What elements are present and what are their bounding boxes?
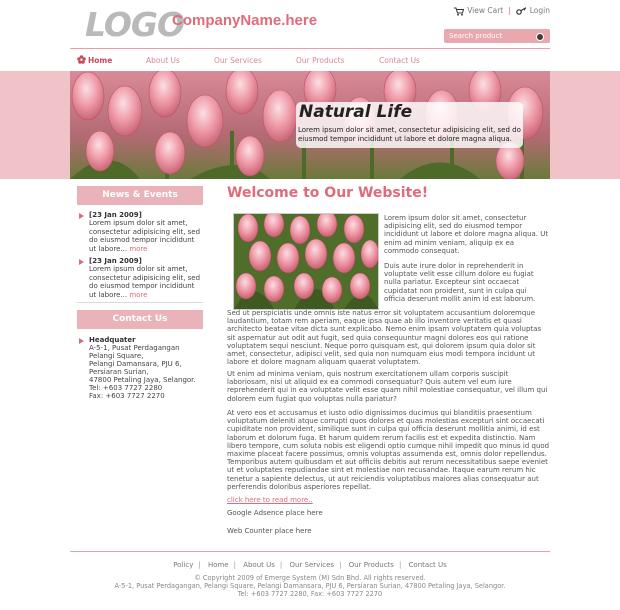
footer-link-about-us[interactable]: About Us [243, 561, 275, 569]
contact-line: 47800 Petaling Jaya, Selangor. [89, 376, 196, 384]
banner-title: Natural Life [299, 102, 413, 122]
footer-copyright: © Copyright 2009 of Emerge System (M) Sdn Bhd. All rights reserved. [194, 574, 426, 582]
contact-line: Pelangi Damansara, PJU 6, [89, 360, 182, 368]
top-links [454, 6, 550, 16]
read-more-link[interactable]: click here to read more.. [227, 496, 313, 504]
nav-home[interactable]: Home [88, 56, 113, 65]
read-more-line [227, 496, 313, 504]
view-cart-link[interactable]: View Cart [467, 6, 504, 16]
paragraph-3: Sed ut perspiciatis unde omnis iste natus error sit voluptatem accusantium doloremque laudantium, totam rem aperiam, eaque ipsa quae ab illo inventore veritatis et quasi architecto beatae vitae dicta sunt explicabo. Nemo enim ipsam voluptatem quia voluptas sit aspernatur aut odit aut fugit, sed quia consequuntur magni dolores eos qui ratione voluptatem sequi nesciunt. Neque porro quisquam est, qui dolorem ipsum quia dolor sit amet, consectetur, adipisci velit, sed quia non numquam eius modi tempora incidunt ut labore et dolore magnam aliquam quaerat voluptatem. [227, 309, 542, 367]
news-heading: News & Events [77, 186, 203, 205]
news-text [89, 265, 203, 299]
arrow-icon [79, 259, 84, 265]
news-text-body: Lorem ipsum dolor sit amet, consectetur adipisicing elit, sed do eiusmod tempor incididunt ut labore... [89, 219, 201, 253]
footer-phone: Tel: +603 7727 2280, Fax: +603 7727 2270 [237, 590, 383, 598]
banner-text: Lorem ipsum dolor sit amet, consectetur adipisicing elit, sed do eiusmod tempor incididunt ut labore et dolore magna aliqua. [298, 126, 521, 143]
footer-address: A-5-1, Pusat Perdagangan, Pelangi Square, Pelangi Damansara, PJU 6, Persiaran Surian, 47800 Petaling Jaya, Selangor. [114, 582, 506, 590]
contact-block [77, 336, 229, 400]
footer-link-home[interactable]: Home [207, 561, 229, 569]
contact-title: Headquater [89, 336, 136, 344]
intro-paragraph: Lorem ipsum dolor sit amet, consectetur adipisicing elit, sed do eiusmod tempor incididunt ut labore et dolore magna aliqua. Ut enim ad minim veniam, aliquip ex ea commodo consequat. [384, 214, 549, 255]
footer-sep: | [339, 561, 342, 569]
contact-heading: Contact Us [77, 310, 203, 329]
key-icon[interactable] [516, 6, 527, 15]
sidebar-divider [77, 302, 203, 303]
flower-icon [77, 55, 86, 66]
search-input[interactable] [447, 30, 537, 41]
footer-link-our-products[interactable]: Our Products [348, 561, 394, 569]
arrow-icon [79, 338, 84, 344]
footer-link-contact-us[interactable]: Contact Us [408, 561, 447, 569]
cart-icon[interactable] [454, 6, 464, 16]
nav-contact-us[interactable]: Contact Us [379, 56, 420, 65]
top-links-divider: | [508, 6, 511, 16]
main-nav [70, 52, 550, 68]
contact-tel: Tel: +603 7727 2280 [89, 384, 163, 392]
nav-our-services[interactable]: Our Services [214, 56, 262, 65]
news-text-body: Lorem ipsum dolor sit amet, consectetur adipisicing elit, sed do eiusmod tempor incididunt ut labore... [89, 265, 201, 299]
news-more-link[interactable]: more [129, 244, 148, 253]
footer-sep: | [233, 561, 236, 569]
paragraph-5: At vero eos et accusamus et iusto odio dignissimos ducimus qui blanditiis praesentium voluptatum deleniti atque corrupti quos dolores et quas molestias excepturi sint occaecati cupiditate non provident, similique sunt in culpa qui officia deserunt mollitia animi, id est laborum et dolorum fuga. Et harum quidem rerum facilis est et expedita distinctio. Nam libero tempore, cum soluta nobis est eligendi optio cumque nihil impedit quo minus id quod maxime placeat facere possimus, omnis voluptas assumenda est, omnis dolor repellendus. Temporibus autem quibusdam et aut officiis debitis aut rerum necessitatibus saepe eveniet ut et voluptates repudiandae sint et molestiae non recusandae. Itaque earum rerum hic tenetur a sapiente delectus, ut aut reiciendis voluptatibus maiores alias consequatur aut perferendis doloribus asperiores repellat. [227, 409, 550, 491]
page-title: Welcome to Our Website! [227, 185, 429, 201]
footer-nav [70, 561, 550, 569]
contact-line: Pelangi Square, [89, 352, 144, 360]
footer-divider [70, 551, 550, 552]
nav-about-us[interactable]: About Us [146, 56, 180, 65]
contact-line: Persiaran Surian, [89, 368, 149, 376]
paragraph-2: Duis aute irure dolor in reprehenderit in voluptate velit esse cillum dolore eu fugiat nulla pariatur. Excepteur sint occaecat cupidatat non proident, sunt in culpa qui officia deserunt mollit anim id est laborum. [384, 262, 536, 303]
web-counter-placeholder: Web Counter place here [227, 527, 312, 535]
footer-sep: | [279, 561, 283, 569]
news-date: [23 Jan 2009] [89, 211, 142, 219]
contact-fax: Fax: +603 7727 2270 [89, 392, 165, 400]
footer-sep: | [198, 561, 201, 569]
news-item [77, 211, 203, 253]
news-item [77, 257, 203, 299]
nav-our-products[interactable]: Our Products [296, 56, 345, 65]
logo[interactable]: LOGO [85, 5, 185, 44]
content-tulips-image [233, 213, 379, 310]
nav-divider-top [70, 48, 550, 49]
news-more-link[interactable]: more [129, 290, 148, 299]
footer-link-policy[interactable]: Policy [173, 561, 194, 569]
adsense-placeholder: Google Adsence place here [227, 509, 323, 517]
arrow-icon [79, 213, 84, 219]
login-link[interactable]: Login [529, 6, 550, 16]
footer-sep: | [398, 561, 402, 569]
footer-link-our-services[interactable]: Our Services [289, 561, 335, 569]
paragraph-4: Ut enim ad minima veniam, quis nostrum exercitationem ullam corporis suscipit laboriosam, nisi ut aliquid ex ea commodi consequatur? Quis autem vel eum iure reprehenderit qui in ea voluptate velit esse quam nihil molestiae consequatur, vel illum qui dolorem eum fugiat quo voluptas nulla pariatur? [227, 370, 548, 403]
news-date: [23 Jan 2009] [89, 257, 142, 265]
contact-line: A-5-1, Pusat Perdagangan [89, 344, 180, 352]
news-list [77, 211, 203, 303]
company-name: CompanyName.here [172, 12, 318, 29]
search-go-button[interactable] [536, 33, 544, 41]
search-box [444, 29, 550, 43]
news-text [89, 219, 203, 253]
